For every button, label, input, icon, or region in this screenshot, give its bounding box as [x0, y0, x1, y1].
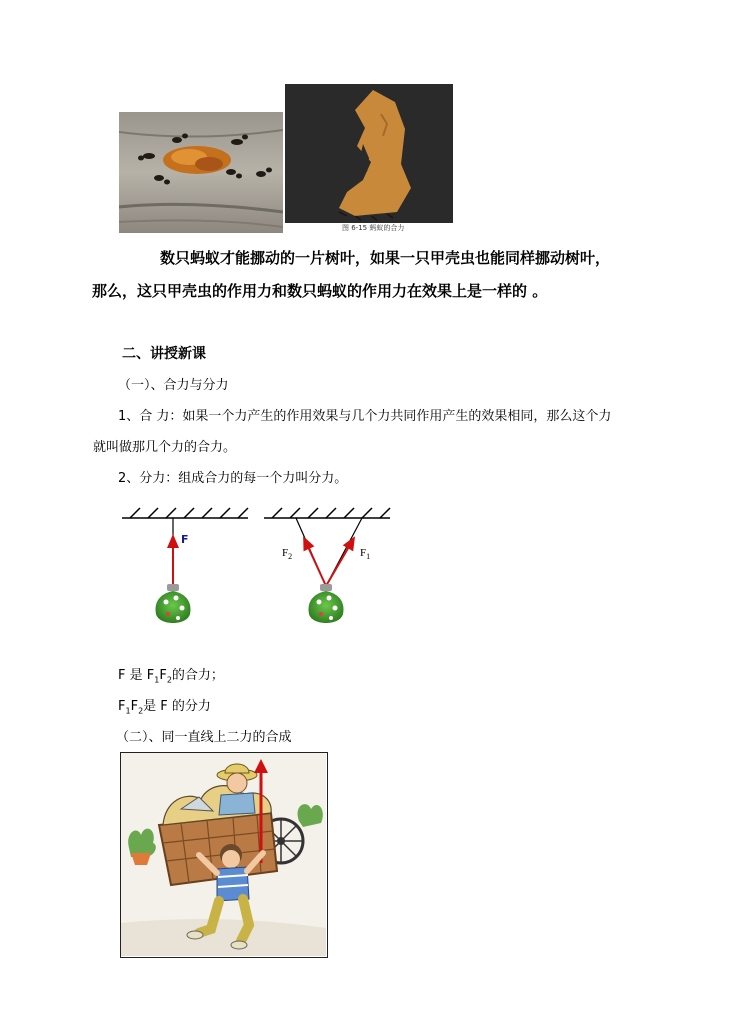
- label-F2-base: F: [282, 547, 289, 559]
- definition-resultant-line-1: 1、合 力：如果一个力产生的作用效果与几个力共同作用产生的效果相同，那么这个力: [118, 409, 612, 424]
- definition-component: 2、分力：组成合力的每一个力叫分力。: [118, 471, 348, 486]
- intro-line-2: 那么，这只甲壳虫的作用力和数只蚂蚁的作用力在效果上是一样的 。: [92, 282, 548, 300]
- ants-photo: [119, 112, 283, 233]
- label-F: F: [181, 533, 189, 546]
- hanging-bulb-right: [309, 584, 344, 623]
- force-diagram: [118, 498, 398, 638]
- cart-illustration: [120, 752, 328, 958]
- force-arrow-F2: [304, 538, 326, 586]
- label-F2: [282, 547, 292, 561]
- component-statement: $F_1F_2$是 F 的分力: [118, 699, 211, 716]
- intro-line-1: 数只蚂蚁才能挪动的一片树叶，如果一只甲壳虫也能同样挪动树叶，: [160, 249, 611, 267]
- ant-figure-caption: 图 6-15 蚂蚁的合力: [342, 224, 405, 232]
- ceiling-right: [264, 508, 390, 518]
- hanging-bulb-left: [156, 584, 191, 623]
- label-F2-sub: 2: [288, 552, 293, 562]
- label-F1: [360, 547, 370, 561]
- section-title: 二、讲授新课: [122, 346, 206, 362]
- resultant-statement: F 是 $F_1F_2$的合力；: [118, 668, 224, 685]
- label-F1-sub: 1: [366, 552, 371, 562]
- ants-leaf-photo: [285, 84, 453, 223]
- ceiling-left: [122, 508, 248, 518]
- subsection-title-1: （一）、合力与分力: [118, 378, 229, 393]
- force-arrow-F1: [326, 538, 354, 586]
- subsection-title-2: （二）、同一直线上二力的合成: [116, 730, 292, 745]
- label-F1-base: F: [360, 547, 367, 559]
- definition-resultant-line-2: 就叫做那几个力的合力。: [93, 440, 237, 455]
